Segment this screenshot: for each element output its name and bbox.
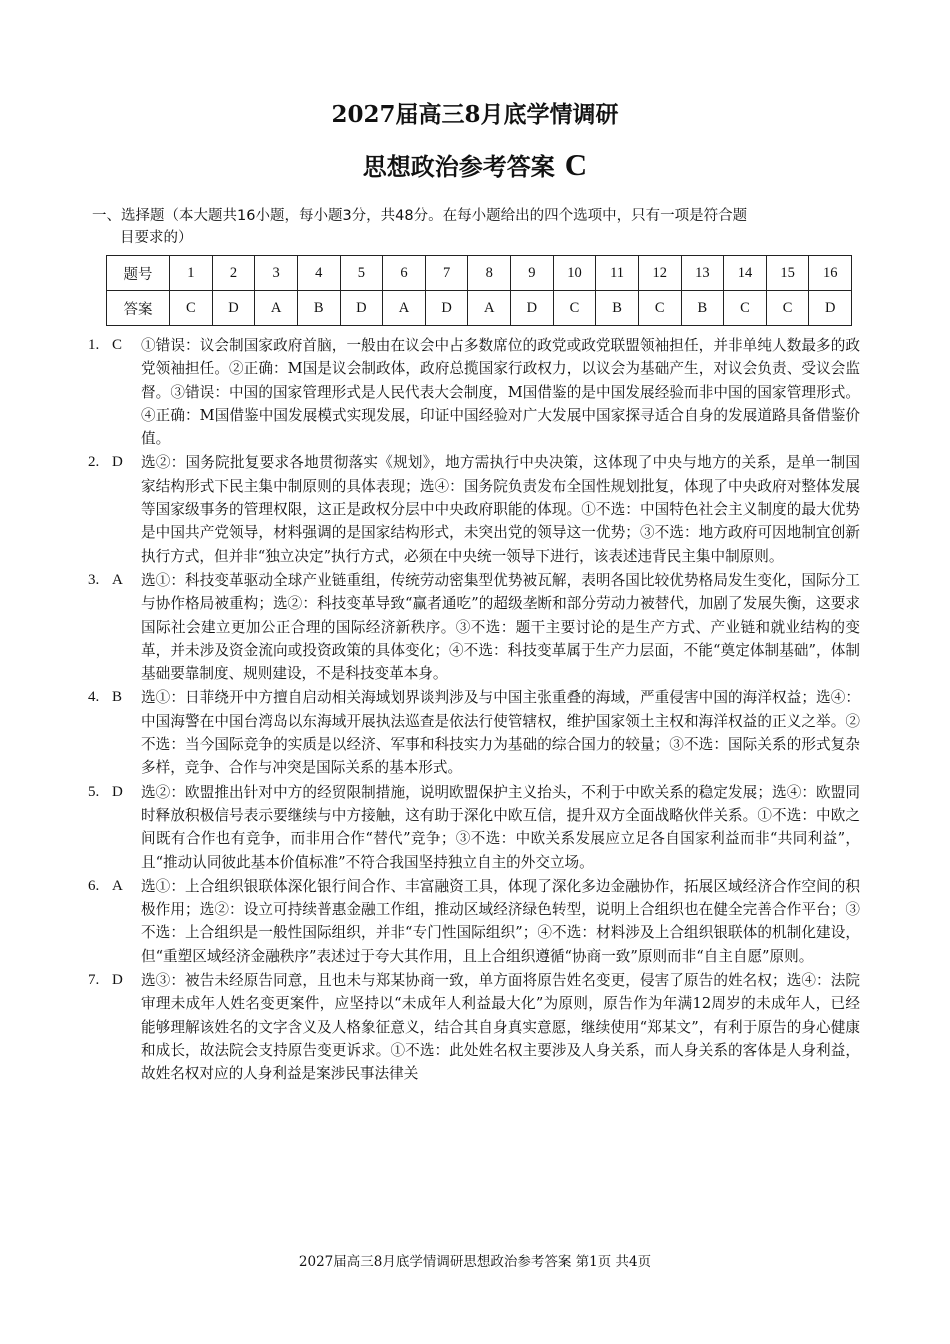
question-number: 1 [170, 256, 213, 291]
question-number: 9 [511, 256, 554, 291]
question-number: 16 [809, 256, 852, 291]
answer-cell: A [255, 291, 298, 326]
item-answer: A [112, 877, 123, 894]
question-number: 10 [553, 256, 596, 291]
answer-cell: A [383, 291, 426, 326]
item-number: 7. [88, 972, 100, 989]
item-answer: A [112, 571, 123, 588]
version-letter: C [564, 147, 588, 182]
section-heading-line2: 目要求的） [120, 230, 193, 246]
question-number: 8 [468, 256, 511, 291]
item-number: 4. [88, 689, 100, 706]
answer-table-answer-row [107, 291, 852, 326]
answer-cell: C [766, 291, 809, 326]
answer-table [106, 255, 852, 326]
item-text: 选②：国务院批复要求各地贯彻落实《规划》，地方需执行中央决策，这体现了中央与地方的关系，是单一制国家结构形式下民主集中制原则的具体表现；选④：国务院负责发布全国性规划批复，体现了中央政府对整体发展等国家级事务的管理权限，这正是政权分层中中央政府职能的体现。①不选：中国特色社会主义制度的最大优势是中国共产党领导，材料强调的是国家结构形式，未突出党的领导这一优势；③不选：地方政府可因地制宜创新执行方式，但并非“独立决定”执行方式，必须在中央统一领导下进行，该表述违背民主集中制原则。 [141, 454, 860, 565]
question-number: 6 [383, 256, 426, 291]
answer-cell: D [212, 291, 255, 326]
answer-cell: B [596, 291, 639, 326]
question-number: 3 [255, 256, 298, 291]
question-number: 7 [425, 256, 468, 291]
question-number: 14 [724, 256, 767, 291]
question-number: 4 [297, 256, 340, 291]
row-header-answer: 答案 [107, 291, 170, 326]
answer-cell: B [681, 291, 724, 326]
item-text: 选②：欧盟推出针对中方的经贸限制措施，说明欧盟保护主义抬头，不利于中欧关系的稳定发展；选④：欧盟同时释放积极信号表示要继续与中方接触，这有助于深化中欧互信，提升双方全面战略伙伴关系。①不选：中欧之间既有合作也有竞争，而非用合作“替代”竞争；③不选：中欧关系发展应立足各自国家利益而非“共同利益”，且“推动认同彼此基本价值标准”不符合我国坚持独立自主的外交立场。 [141, 783, 860, 871]
answer-cell: B [297, 291, 340, 326]
answer-cell: C [553, 291, 596, 326]
explanation-item [88, 334, 860, 450]
page-title: 2027届高三8月底学情调研 [331, 101, 619, 128]
answer-cell: C [170, 291, 213, 326]
question-number: 13 [681, 256, 724, 291]
item-answer: C [112, 337, 123, 353]
answer-cell: D [809, 291, 852, 326]
item-answer: B [112, 689, 123, 706]
answer-cell: D [340, 291, 383, 326]
answer-cell: A [468, 291, 511, 326]
question-number: 12 [638, 256, 681, 291]
item-number: 6. [88, 877, 100, 894]
item-number: 3. [88, 571, 100, 588]
item-answer: D [112, 783, 123, 800]
answer-cell: D [425, 291, 468, 326]
question-number: 5 [340, 256, 383, 291]
row-header-number: 题号 [107, 256, 170, 291]
section-heading-line1: 一、选择题（本大题共16小题，每小题3分，共48分。在每小题给出的四个选项中，只有一项是符合题 [92, 208, 748, 224]
page-subtitle [0, 147, 950, 183]
item-text: 选③：被告未经原告同意，且也未与郑某协商一致，单方面将原告姓名变更，侵害了原告的姓名权；选④：法院审理未成年人姓名变更案件，应坚持以“未成年人利益最大化”为原则，原告作为年满12周岁的未成年人，已经能够理解该姓名的文字含义及人格象征意义，结合其自身真实意愿，继续使用“郑某文”，有利于原告的身心健康和成长，故法院会支持原告变更诉求。①不选：此处姓名权主要涉及人身关系，而人身关系的客体是人身利益，故姓名权对应的人身利益是案涉民事法律关 [141, 972, 860, 1083]
explanation-list [88, 334, 860, 1087]
answer-table-number-row [107, 256, 852, 291]
item-text: 选①：日菲绕开中方擅自启动相关海域划界谈判涉及与中国主张重叠的海域，严重侵害中国的海洋权益；选④：中国海警在中国台湾岛以东海域开展执法巡查是依法行使管辖权，维护国家领土主权和海洋权益的正义之举。②不选：当今国际竞争的实质是以经济、军事和科技实力为基础的综合国力的较量；③不选：国际关系的形式复杂多样，竞争、合作与冲突是国际关系的基本形式。 [141, 689, 860, 777]
explanation-item [88, 686, 860, 779]
page-footer: 2027届高三8月底学情调研思想政治参考答案 第1页 共4页 [298, 1254, 652, 1270]
section-heading [92, 205, 864, 249]
explanation-item [88, 969, 860, 1085]
item-text: 选①：科技变革驱动全球产业链重组，传统劳动密集型优势被瓦解，表明各国比较优势格局发生变化，国际分工与协作格局被重构；选②：科技变革导致“赢者通吃”的超级垄断和部分劳动力被替代，加剧了发展失衡，这要求国际社会建立更加公正合理的国际经济新秩序。③不选：题干主要讨论的是生产方式、产业链和就业结构的变革，并未涉及资金流向或投资政策的具体变化；④不选：科技变革属于生产力层面，不能“奠定体制基础”，体制基础要靠制度、规则建设，不是科技变革本身。 [141, 571, 860, 683]
item-number: 1. [88, 337, 100, 353]
question-number: 15 [766, 256, 809, 291]
answer-cell: C [638, 291, 681, 326]
item-number: 5. [88, 783, 100, 800]
answer-cell: D [511, 291, 554, 326]
item-answer: D [112, 972, 123, 989]
item-text: ①错误：议会制国家政府首脑，一般由在议会中占多数席位的政党或政党联盟领袖担任，并非单纯人数最多的政党领袖担任。②正确：M国是议会制政体，政府总揽国家行政权力，以议会为基础产生，对议会负责、受议会监督。③错误：中国的国家管理形式是人民代表大会制度，M国借鉴的是中国发展经验而非中国的国家管理形式。④正确：M国借鉴中国发展模式实现发展，印证中国经验对广大发展中国家探寻适合自身的发展道路具备借鉴价值。 [141, 337, 860, 448]
item-number: 2. [88, 454, 100, 471]
explanation-item [88, 451, 860, 567]
item-text: 选①：上合组织银联体深化银行间合作、丰富融资工具，体现了深化多边金融协作，拓展区域经济合作空间的积极作用；选②：设立可持续普惠金融工作组，推动区域经济绿色转型，说明上合组织也在健全完善合作平台；③不选：上合组织是一般性国际组织，并非“专门性国际组织”；④不选：材料涉及上合组织银联体的机制化建设，但“重塑区域经济金融秩序”表述过于夸大其作用，且上合组织遵循“协商一致”原则而非“自主自愿”原则。 [141, 877, 860, 965]
question-number: 11 [596, 256, 639, 291]
subtitle-text: 思想政治参考答案 [362, 152, 555, 181]
item-answer: D [112, 454, 123, 471]
answer-cell: C [724, 291, 767, 326]
question-number: 2 [212, 256, 255, 291]
explanation-item [88, 875, 860, 968]
explanation-item [88, 781, 860, 874]
explanation-item [88, 569, 860, 685]
